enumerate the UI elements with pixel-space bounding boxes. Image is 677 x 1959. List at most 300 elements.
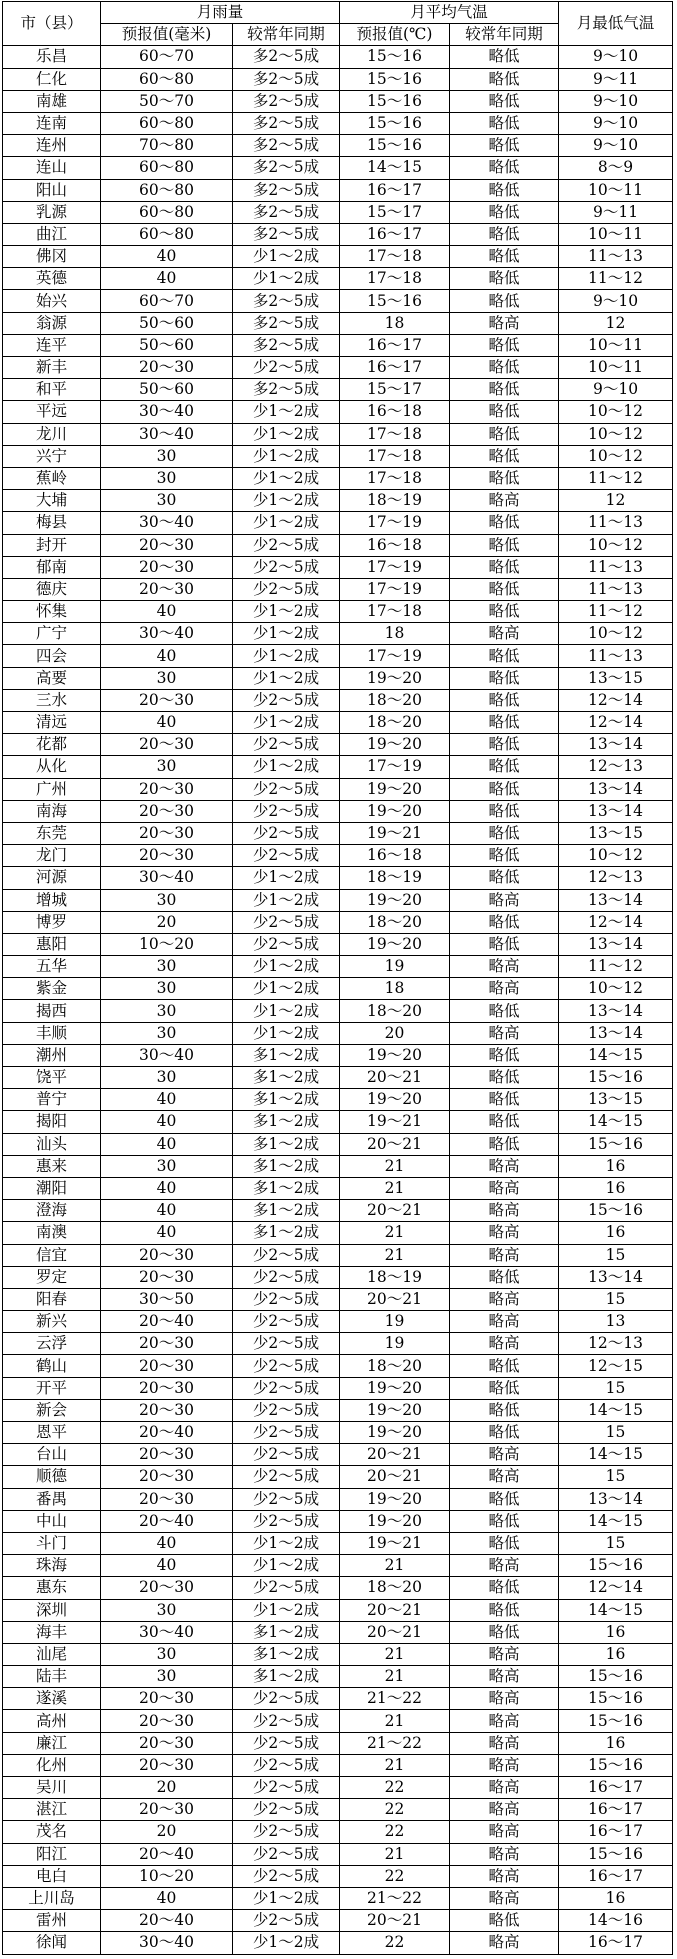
cell-county: 罗定 <box>3 1266 101 1288</box>
cell-county: 南澳 <box>3 1222 101 1244</box>
table-row <box>3 90 673 112</box>
cell-rain-compare: 少2～5成 <box>233 1311 340 1333</box>
table-row <box>3 556 673 578</box>
cell-min-temp: 13～14 <box>559 778 673 800</box>
cell-county: 惠东 <box>3 1577 101 1599</box>
cell-rain-forecast: 30～40 <box>101 1044 233 1066</box>
cell-county: 湛江 <box>3 1799 101 1821</box>
cell-rain-forecast: 40 <box>101 1200 233 1222</box>
cell-temp-compare: 略高 <box>450 1288 559 1310</box>
cell-min-temp: 12 <box>559 312 673 334</box>
table-row <box>3 889 673 911</box>
cell-rain-compare: 少2～5成 <box>233 1244 340 1266</box>
cell-rain-compare: 多2～5成 <box>233 334 340 356</box>
cell-county: 平远 <box>3 401 101 423</box>
cell-county: 上川岛 <box>3 1887 101 1909</box>
cell-temp-compare: 略低 <box>450 1089 559 1111</box>
cell-rain-forecast: 40 <box>101 1532 233 1554</box>
cell-rain-forecast: 20～30 <box>101 1754 233 1776</box>
cell-rain-compare: 多2～5成 <box>233 90 340 112</box>
cell-rain-compare: 少2～5成 <box>233 1377 340 1399</box>
cell-temp-forecast: 20～21 <box>340 1466 450 1488</box>
cell-rain-forecast: 20～40 <box>101 1843 233 1865</box>
table-row <box>3 800 673 822</box>
table-row <box>3 845 673 867</box>
cell-temp-compare: 略高 <box>450 1466 559 1488</box>
table-row <box>3 1200 673 1222</box>
table-row <box>3 978 673 1000</box>
table-row <box>3 112 673 134</box>
cell-min-temp: 15 <box>559 1466 673 1488</box>
cell-temp-compare: 略低 <box>450 1399 559 1421</box>
cell-temp-compare: 略低 <box>450 556 559 578</box>
cell-rain-forecast: 20 <box>101 1777 233 1799</box>
cell-temp-compare: 略低 <box>450 1488 559 1510</box>
cell-temp-forecast: 20～21 <box>340 1288 450 1310</box>
table-row <box>3 1777 673 1799</box>
header-temp-group: 月平均气温 <box>340 2 559 24</box>
cell-temp-compare: 略低 <box>450 800 559 822</box>
table-row <box>3 268 673 290</box>
cell-min-temp: 14～15 <box>559 1399 673 1421</box>
cell-rain-compare: 少2～5成 <box>233 1288 340 1310</box>
cell-rain-forecast: 20～30 <box>101 1577 233 1599</box>
cell-rain-forecast: 20 <box>101 911 233 933</box>
cell-temp-compare: 略低 <box>450 867 559 889</box>
cell-temp-compare: 略低 <box>450 112 559 134</box>
table-row <box>3 689 673 711</box>
cell-rain-compare: 多2～5成 <box>233 179 340 201</box>
cell-min-temp: 16～17 <box>559 1932 673 1954</box>
cell-temp-forecast: 19～20 <box>340 778 450 800</box>
cell-county: 南雄 <box>3 90 101 112</box>
table-row <box>3 1222 673 1244</box>
cell-min-temp: 15 <box>559 1244 673 1266</box>
cell-county: 开平 <box>3 1377 101 1399</box>
cell-temp-forecast: 19 <box>340 956 450 978</box>
cell-rain-forecast: 30～40 <box>101 512 233 534</box>
cell-min-temp: 13～14 <box>559 889 673 911</box>
cell-rain-compare: 少1～2成 <box>233 756 340 778</box>
table-row <box>3 1000 673 1022</box>
cell-rain-forecast: 30 <box>101 490 233 512</box>
table-row <box>3 933 673 955</box>
cell-min-temp: 10～12 <box>559 445 673 467</box>
cell-temp-compare: 略低 <box>450 667 559 689</box>
cell-rain-forecast: 30～40 <box>101 423 233 445</box>
cell-temp-forecast: 15～17 <box>340 201 450 223</box>
cell-rain-compare: 少1～2成 <box>233 867 340 889</box>
cell-temp-forecast: 21 <box>340 1555 450 1577</box>
cell-temp-forecast: 15～16 <box>340 68 450 90</box>
cell-rain-forecast: 30 <box>101 889 233 911</box>
cell-temp-compare: 略低 <box>450 290 559 312</box>
cell-rain-forecast: 30～50 <box>101 1288 233 1310</box>
cell-rain-forecast: 20～30 <box>101 1266 233 1288</box>
cell-county: 惠来 <box>3 1155 101 1177</box>
table-row <box>3 1865 673 1887</box>
cell-min-temp: 9～10 <box>559 290 673 312</box>
table-row <box>3 667 673 689</box>
cell-temp-forecast: 19～20 <box>340 889 450 911</box>
cell-rain-compare: 少2～5成 <box>233 1266 340 1288</box>
table-row <box>3 312 673 334</box>
cell-min-temp: 16～17 <box>559 1799 673 1821</box>
cell-min-temp: 13～14 <box>559 800 673 822</box>
cell-rain-forecast: 60～80 <box>101 112 233 134</box>
cell-county: 茂名 <box>3 1821 101 1843</box>
cell-rain-forecast: 70～80 <box>101 135 233 157</box>
cell-temp-compare: 略低 <box>450 467 559 489</box>
cell-temp-compare: 略低 <box>450 179 559 201</box>
cell-temp-compare: 略高 <box>450 1710 559 1732</box>
cell-temp-compare: 略高 <box>450 1555 559 1577</box>
cell-min-temp: 16 <box>559 1222 673 1244</box>
cell-temp-forecast: 17～19 <box>340 578 450 600</box>
cell-min-temp: 12～14 <box>559 911 673 933</box>
cell-temp-compare: 略高 <box>450 956 559 978</box>
cell-rain-forecast: 20～30 <box>101 1333 233 1355</box>
cell-rain-forecast: 30～40 <box>101 401 233 423</box>
cell-rain-forecast: 20～40 <box>101 1422 233 1444</box>
cell-county: 徐闻 <box>3 1932 101 1954</box>
table-row <box>3 490 673 512</box>
cell-temp-forecast: 22 <box>340 1932 450 1954</box>
cell-rain-compare: 少2～5成 <box>233 1444 340 1466</box>
cell-temp-forecast: 18～19 <box>340 867 450 889</box>
cell-temp-forecast: 17～18 <box>340 246 450 268</box>
cell-temp-forecast: 17～19 <box>340 512 450 534</box>
cell-county: 广宁 <box>3 623 101 645</box>
cell-rain-forecast: 20～30 <box>101 778 233 800</box>
cell-rain-compare: 多1～2成 <box>233 1089 340 1111</box>
cell-rain-forecast: 20～40 <box>101 1311 233 1333</box>
table-row <box>3 1089 673 1111</box>
cell-min-temp: 13～14 <box>559 1000 673 1022</box>
table-row <box>3 179 673 201</box>
cell-rain-forecast: 30 <box>101 1666 233 1688</box>
cell-county: 乳源 <box>3 201 101 223</box>
cell-min-temp: 16 <box>559 1621 673 1643</box>
cell-rain-compare: 少2～5成 <box>233 1688 340 1710</box>
cell-rain-compare: 少1～2成 <box>233 623 340 645</box>
cell-temp-compare: 略低 <box>450 911 559 933</box>
table-row <box>3 734 673 756</box>
table-row <box>3 1177 673 1199</box>
cell-rain-compare: 少1～2成 <box>233 1887 340 1909</box>
cell-min-temp: 11～13 <box>559 578 673 600</box>
cell-rain-compare: 少1～2成 <box>233 445 340 467</box>
table-row <box>3 1444 673 1466</box>
table-row <box>3 1466 673 1488</box>
cell-county: 丰顺 <box>3 1022 101 1044</box>
cell-min-temp: 12 <box>559 490 673 512</box>
cell-rain-compare: 少1～2成 <box>233 712 340 734</box>
cell-rain-compare: 少1～2成 <box>233 956 340 978</box>
cell-min-temp: 11～13 <box>559 645 673 667</box>
cell-min-temp: 16 <box>559 1177 673 1199</box>
cell-rain-forecast: 60～80 <box>101 201 233 223</box>
cell-temp-forecast: 16～17 <box>340 334 450 356</box>
cell-temp-forecast: 18～20 <box>340 911 450 933</box>
table-row <box>3 334 673 356</box>
cell-min-temp: 10～12 <box>559 423 673 445</box>
cell-min-temp: 10～12 <box>559 534 673 556</box>
cell-rain-forecast: 40 <box>101 1887 233 1909</box>
cell-temp-forecast: 16～18 <box>340 845 450 867</box>
cell-rain-compare: 多2～5成 <box>233 290 340 312</box>
cell-county: 珠海 <box>3 1555 101 1577</box>
cell-rain-compare: 少1～2成 <box>233 490 340 512</box>
table-row <box>3 1688 673 1710</box>
cell-temp-compare: 略低 <box>450 1044 559 1066</box>
cell-rain-forecast: 30 <box>101 667 233 689</box>
cell-rain-forecast: 20～30 <box>101 534 233 556</box>
cell-temp-compare: 略低 <box>450 201 559 223</box>
cell-rain-forecast: 20～30 <box>101 1488 233 1510</box>
cell-rain-compare: 少1～2成 <box>233 467 340 489</box>
cell-temp-forecast: 20～21 <box>340 1444 450 1466</box>
cell-temp-forecast: 19～20 <box>340 1044 450 1066</box>
cell-rain-compare: 多1～2成 <box>233 1200 340 1222</box>
cell-county: 普宁 <box>3 1089 101 1111</box>
cell-temp-compare: 略高 <box>450 1754 559 1776</box>
table-row <box>3 1754 673 1776</box>
cell-temp-compare: 略高 <box>450 1865 559 1887</box>
cell-min-temp: 11～13 <box>559 512 673 534</box>
cell-county: 鹤山 <box>3 1355 101 1377</box>
cell-rain-forecast: 20～30 <box>101 1377 233 1399</box>
cell-temp-compare: 略高 <box>450 1932 559 1954</box>
cell-temp-forecast: 21 <box>340 1643 450 1665</box>
table-row <box>3 467 673 489</box>
cell-temp-compare: 略低 <box>450 1532 559 1554</box>
cell-temp-compare: 略低 <box>450 1599 559 1621</box>
table-row <box>3 1266 673 1288</box>
cell-min-temp: 10～12 <box>559 623 673 645</box>
cell-temp-compare: 略高 <box>450 1887 559 1909</box>
cell-county: 汕尾 <box>3 1643 101 1665</box>
cell-county: 汕头 <box>3 1133 101 1155</box>
cell-temp-compare: 略低 <box>450 845 559 867</box>
cell-temp-compare: 略高 <box>450 1732 559 1754</box>
table-row <box>3 157 673 179</box>
cell-county: 仁化 <box>3 68 101 90</box>
cell-temp-compare: 略高 <box>450 1777 559 1799</box>
cell-county: 连平 <box>3 334 101 356</box>
cell-rain-forecast: 30 <box>101 956 233 978</box>
cell-rain-compare: 少2～5成 <box>233 1732 340 1754</box>
cell-temp-compare: 略低 <box>450 46 559 68</box>
table-row <box>3 1488 673 1510</box>
table-row <box>3 1111 673 1133</box>
cell-rain-compare: 少1～2成 <box>233 889 340 911</box>
cell-rain-forecast: 20～40 <box>101 1510 233 1532</box>
cell-min-temp: 15 <box>559 1377 673 1399</box>
cell-rain-forecast: 20～30 <box>101 1466 233 1488</box>
cell-rain-compare: 少1～2成 <box>233 401 340 423</box>
cell-rain-forecast: 60～80 <box>101 179 233 201</box>
table-row <box>3 1821 673 1843</box>
cell-temp-compare: 略低 <box>450 1377 559 1399</box>
cell-temp-compare: 略低 <box>450 1577 559 1599</box>
cell-temp-forecast: 18 <box>340 623 450 645</box>
cell-rain-compare: 少2～5成 <box>233 1843 340 1865</box>
cell-min-temp: 15～16 <box>559 1067 673 1089</box>
cell-rain-compare: 少2～5成 <box>233 1821 340 1843</box>
cell-county: 澄海 <box>3 1200 101 1222</box>
cell-county: 中山 <box>3 1510 101 1532</box>
cell-temp-forecast: 20 <box>340 1022 450 1044</box>
cell-temp-compare: 略低 <box>450 1111 559 1133</box>
header-rain-group: 月雨量 <box>101 2 340 24</box>
cell-temp-forecast: 21 <box>340 1710 450 1732</box>
cell-rain-compare: 少2～5成 <box>233 357 340 379</box>
cell-temp-compare: 略低 <box>450 1000 559 1022</box>
cell-temp-forecast: 19～21 <box>340 1532 450 1554</box>
cell-rain-compare: 少2～5成 <box>233 1422 340 1444</box>
cell-rain-forecast: 50～70 <box>101 90 233 112</box>
cell-temp-compare: 略高 <box>450 1843 559 1865</box>
cell-temp-compare: 略高 <box>450 1222 559 1244</box>
cell-rain-forecast: 30～40 <box>101 867 233 889</box>
cell-county: 花都 <box>3 734 101 756</box>
cell-rain-forecast: 50～60 <box>101 334 233 356</box>
table-body <box>3 46 673 1954</box>
table-row <box>3 68 673 90</box>
cell-temp-forecast: 18～19 <box>340 490 450 512</box>
header-county: 市（县） <box>3 2 101 46</box>
cell-temp-compare: 略低 <box>450 157 559 179</box>
table-row <box>3 1399 673 1421</box>
cell-min-temp: 15～16 <box>559 1200 673 1222</box>
header-min-temp: 月最低气温 <box>559 2 673 46</box>
cell-temp-forecast: 19～20 <box>340 734 450 756</box>
cell-temp-compare: 略高 <box>450 1333 559 1355</box>
cell-rain-compare: 少2～5成 <box>233 845 340 867</box>
cell-rain-compare: 少1～2成 <box>233 512 340 534</box>
cell-temp-compare: 略低 <box>450 379 559 401</box>
cell-county: 龙门 <box>3 845 101 867</box>
cell-county: 怀集 <box>3 601 101 623</box>
table-row <box>3 911 673 933</box>
cell-rain-forecast: 60～80 <box>101 68 233 90</box>
cell-temp-compare: 略低 <box>450 712 559 734</box>
cell-min-temp: 9～10 <box>559 135 673 157</box>
cell-temp-compare: 略高 <box>450 1022 559 1044</box>
cell-temp-forecast: 15～16 <box>340 112 450 134</box>
cell-county: 兴宁 <box>3 445 101 467</box>
table-row <box>3 534 673 556</box>
table-row <box>3 423 673 445</box>
cell-min-temp: 12～15 <box>559 1355 673 1377</box>
cell-temp-forecast: 21 <box>340 1155 450 1177</box>
cell-rain-compare: 少2～5成 <box>233 1910 340 1932</box>
cell-rain-forecast: 30 <box>101 1643 233 1665</box>
cell-temp-forecast: 19～20 <box>340 1089 450 1111</box>
cell-min-temp: 16 <box>559 1732 673 1754</box>
table-row <box>3 135 673 157</box>
cell-temp-compare: 略低 <box>450 357 559 379</box>
cell-rain-compare: 少2～5成 <box>233 933 340 955</box>
cell-rain-compare: 少1～2成 <box>233 1022 340 1044</box>
cell-county: 阳山 <box>3 179 101 201</box>
cell-temp-compare: 略低 <box>450 1355 559 1377</box>
cell-temp-compare: 略低 <box>450 1621 559 1643</box>
cell-min-temp: 15 <box>559 1422 673 1444</box>
cell-rain-forecast: 30 <box>101 467 233 489</box>
cell-rain-forecast: 30 <box>101 1599 233 1621</box>
cell-rain-compare: 少2～5成 <box>233 800 340 822</box>
cell-county: 恩平 <box>3 1422 101 1444</box>
cell-min-temp: 9～11 <box>559 201 673 223</box>
cell-min-temp: 13～14 <box>559 933 673 955</box>
table-row <box>3 1621 673 1643</box>
cell-min-temp: 10～12 <box>559 845 673 867</box>
table-row <box>3 712 673 734</box>
table-row <box>3 246 673 268</box>
table-row <box>3 1532 673 1554</box>
table-row <box>3 623 673 645</box>
forecast-table <box>2 1 673 1955</box>
cell-rain-forecast: 20～30 <box>101 822 233 844</box>
cell-rain-forecast: 30～40 <box>101 1621 233 1643</box>
cell-rain-compare: 多1～2成 <box>233 1666 340 1688</box>
table-row <box>3 1288 673 1310</box>
cell-rain-compare: 少1～2成 <box>233 645 340 667</box>
cell-temp-forecast: 17～19 <box>340 756 450 778</box>
cell-rain-compare: 多1～2成 <box>233 1177 340 1199</box>
cell-temp-forecast: 16～17 <box>340 223 450 245</box>
cell-temp-forecast: 21 <box>340 1666 450 1688</box>
cell-temp-forecast: 17～19 <box>340 645 450 667</box>
cell-rain-forecast: 20～30 <box>101 1732 233 1754</box>
table-row <box>3 1710 673 1732</box>
cell-rain-forecast: 30～40 <box>101 623 233 645</box>
cell-rain-forecast: 20～40 <box>101 1910 233 1932</box>
cell-rain-compare: 多2～5成 <box>233 135 340 157</box>
cell-rain-forecast: 10～20 <box>101 933 233 955</box>
table-row <box>3 512 673 534</box>
table-row <box>3 645 673 667</box>
cell-rain-compare: 少2～5成 <box>233 556 340 578</box>
cell-temp-compare: 略低 <box>450 1133 559 1155</box>
cell-temp-forecast: 16～18 <box>340 401 450 423</box>
cell-temp-compare: 略高 <box>450 1244 559 1266</box>
cell-min-temp: 16～17 <box>559 1821 673 1843</box>
cell-min-temp: 15～16 <box>559 1754 673 1776</box>
cell-min-temp: 9～10 <box>559 379 673 401</box>
cell-temp-compare: 略低 <box>450 1067 559 1089</box>
cell-county: 从化 <box>3 756 101 778</box>
cell-min-temp: 15～16 <box>559 1843 673 1865</box>
cell-rain-forecast: 30 <box>101 978 233 1000</box>
cell-county: 连山 <box>3 157 101 179</box>
cell-county: 龙川 <box>3 423 101 445</box>
cell-county: 广州 <box>3 778 101 800</box>
cell-temp-forecast: 20～21 <box>340 1910 450 1932</box>
cell-temp-forecast: 20～21 <box>340 1067 450 1089</box>
cell-rain-forecast: 20～30 <box>101 800 233 822</box>
cell-temp-forecast: 15～17 <box>340 379 450 401</box>
cell-temp-forecast: 18 <box>340 978 450 1000</box>
cell-temp-forecast: 18～20 <box>340 1355 450 1377</box>
cell-temp-forecast: 22 <box>340 1799 450 1821</box>
cell-county: 郁南 <box>3 556 101 578</box>
cell-temp-compare: 略低 <box>450 268 559 290</box>
cell-county: 阳江 <box>3 1843 101 1865</box>
cell-temp-forecast: 19 <box>340 1333 450 1355</box>
